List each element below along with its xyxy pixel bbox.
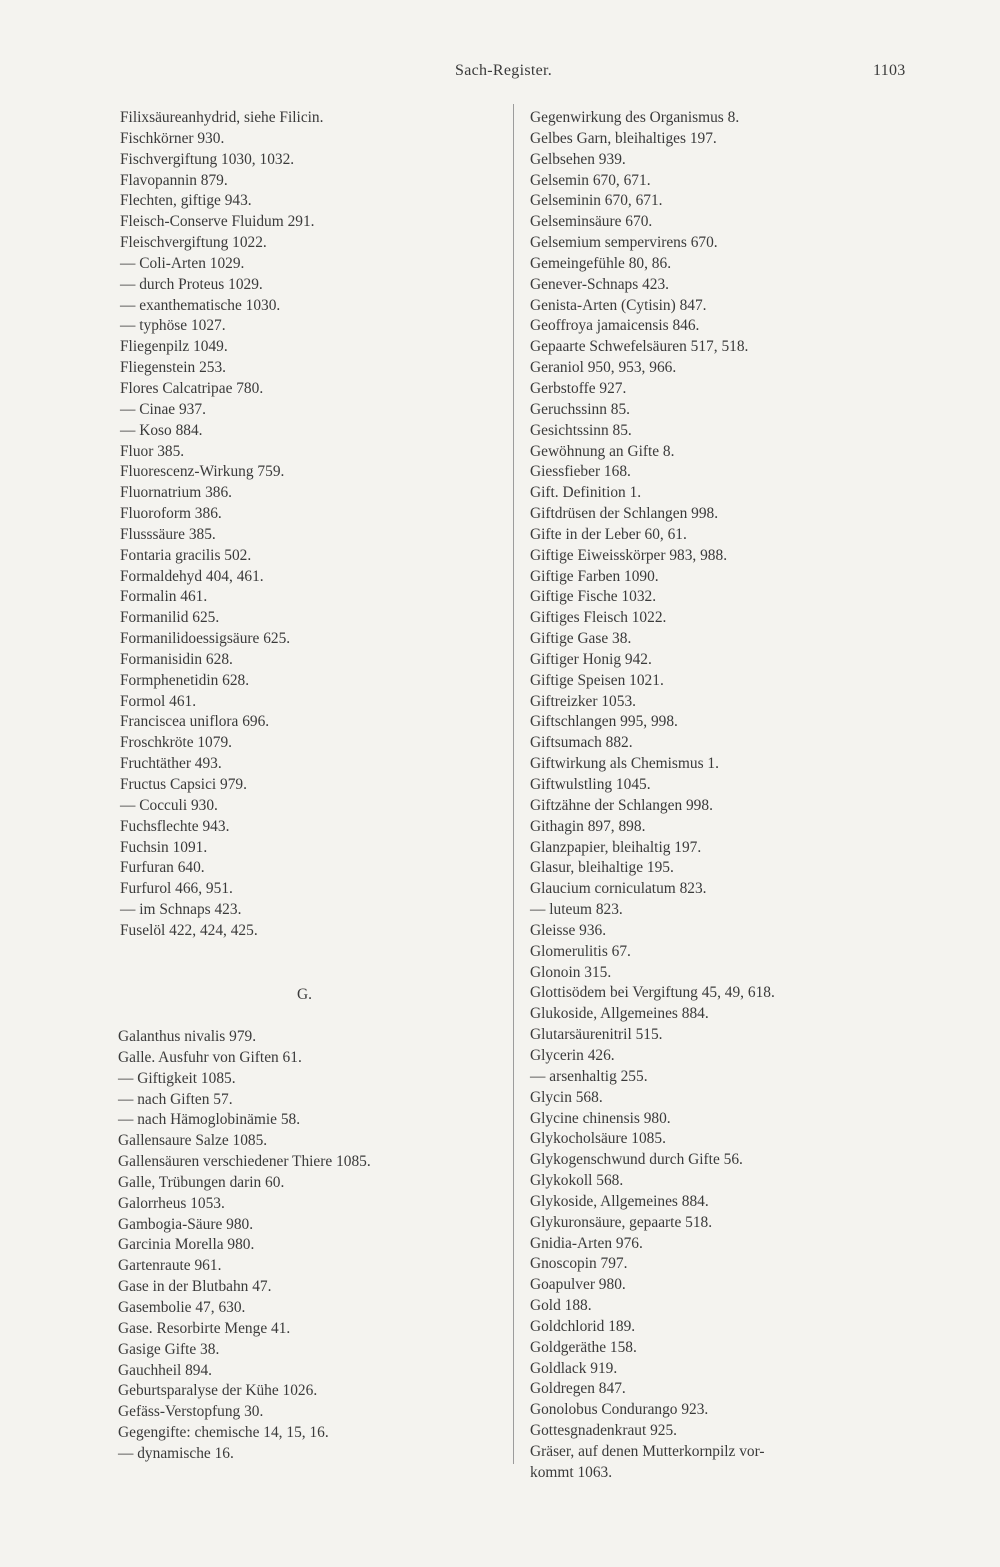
page-number: 1103 — [873, 62, 906, 79]
index-entry: Glykocholsäure 1085. — [530, 1130, 666, 1148]
index-entry: Galle. Ausfuhr von Giften 61. — [118, 1048, 302, 1066]
index-entry: — Cinae 937. — [120, 400, 206, 418]
index-entry: Gnoscopin 797. — [530, 1255, 628, 1273]
index-entry: Glasur, bleihaltige 195. — [530, 859, 674, 877]
index-entry: Flusssäure 385. — [120, 525, 216, 543]
index-entry: Gonolobus Condurango 923. — [530, 1401, 709, 1419]
index-entry: Fliegenstein 253. — [120, 359, 227, 377]
index-entry: Giftige Eiweisskörper 983, 988. — [530, 546, 728, 564]
index-entry: Gerbstoffe 927. — [530, 379, 627, 397]
index-entry: — im Schnaps 423. — [120, 901, 242, 919]
index-entry: Giftdrüsen der Schlangen 998. — [530, 505, 719, 523]
index-entry: Geraniol 950, 953, 966. — [530, 359, 677, 377]
index-entry: Formphenetidin 628. — [120, 671, 250, 689]
index-entry: Giftige Gase 38. — [530, 630, 632, 648]
index-entry: Gräser, auf denen Mutterkornpilz vor- — [530, 1443, 765, 1460]
index-entry: Genista-Arten (Cytisin) 847. — [530, 296, 707, 314]
index-entry: Glutarsäurenitril 515. — [530, 1026, 663, 1044]
index-entry: Flechten, giftige 943. — [120, 192, 252, 210]
index-entry: Glykuronsäure, gepaarte 518. — [530, 1213, 713, 1231]
index-entry: Giftiges Fleisch 1022. — [530, 609, 667, 627]
index-entry: Gegenwirkung des Organismus 8. — [530, 109, 740, 126]
index-entry: — Cocculi 930. — [120, 796, 218, 814]
index-entry: Glycin 568. — [530, 1088, 603, 1106]
index-entry: Fuchsflechte 943. — [120, 817, 230, 835]
index-entry: Gasige Gifte 38. — [118, 1340, 220, 1358]
index-entry: Formol 461. — [120, 692, 197, 710]
index-entry: Gnidia-Arten 976. — [530, 1234, 643, 1252]
section-letter-g: G. — [297, 986, 312, 1003]
index-entry: Geoffroya jamaicensis 846. — [530, 317, 700, 335]
index-entry: Gelbsehen 939. — [530, 150, 626, 168]
index-entry: Gold 188. — [530, 1297, 592, 1315]
index-entry: Glykokoll 568. — [530, 1172, 624, 1190]
index-entry: Gemeingefühle 80, 86. — [530, 254, 672, 272]
index-entry: Glottisödem bei Vergiftung 45, 49, 618. — [530, 984, 775, 1002]
page-title: Sach-Register. — [455, 62, 553, 79]
index-entry: Giftige Farben 1090. — [530, 567, 659, 585]
index-entry: Giftreizker 1053. — [530, 692, 636, 710]
index-entry: Goldchlorid 189. — [530, 1317, 636, 1335]
index-entry: Galorrheus 1053. — [118, 1194, 225, 1212]
index-entry: Fliegenpilz 1049. — [120, 338, 228, 356]
index-entry: Galle, Trübungen darin 60. — [118, 1173, 285, 1191]
index-entry: Gift. Definition 1. — [530, 484, 642, 502]
index-entry: Gelseminsäure 670. — [530, 213, 653, 231]
index-entry: — luteum 823. — [530, 901, 623, 919]
index-entry: Giftsumach 882. — [530, 734, 633, 752]
index-entry: Gasembolie 47, 630. — [118, 1298, 246, 1316]
index-column-left-g — [118, 1027, 371, 1465]
index-entry: Garcinia Morella 980. — [118, 1236, 255, 1254]
index-entry: Gepaarte Schwefelsäuren 517, 518. — [530, 338, 749, 356]
index-entry: — arsenhaltig 255. — [530, 1067, 648, 1085]
index-entry: Flavopannin 879. — [120, 171, 228, 189]
index-column-left-f — [120, 108, 323, 942]
index-entry: Fluor 385. — [120, 442, 185, 460]
index-entry: Glanzpapier, bleihaltig 197. — [530, 838, 702, 856]
index-entry: Glykoside, Allgemeines 884. — [530, 1192, 709, 1210]
index-entry: — dynamische 16. — [118, 1444, 234, 1462]
index-entry: Glukoside, Allgemeines 884. — [530, 1005, 709, 1023]
index-entry: Fruchtäther 493. — [120, 755, 222, 773]
index-entry: Glykogenschwund durch Gifte 56. — [530, 1151, 743, 1169]
index-entry: Glonoin 315. — [530, 963, 612, 981]
index-entry: Furfuran 640. — [120, 859, 205, 877]
index-entry: Fuchsin 1091. — [120, 838, 208, 856]
index-entry: Furfurol 466, 951. — [120, 880, 233, 898]
index-entry: Fleischvergiftung 1022. — [120, 234, 267, 252]
index-entry: Fischkörner 930. — [120, 129, 225, 147]
index-entry: Gauchheil 894. — [118, 1361, 213, 1379]
index-entry: Gartenraute 961. — [118, 1257, 222, 1275]
index-entry: — Koso 884. — [120, 421, 203, 439]
index-entry: Glomerulitis 67. — [530, 942, 631, 960]
index-entry: Giftige Fische 1032. — [530, 588, 657, 606]
index-entry: Franciscea uniflora 696. — [120, 713, 270, 731]
index-entry: Goldlack 919. — [530, 1359, 618, 1377]
index-column-right — [530, 108, 775, 1484]
index-entry: Glycerin 426. — [530, 1046, 615, 1064]
index-entry: Fluoroform 386. — [120, 505, 222, 523]
index-entry: — Giftigkeit 1085. — [118, 1069, 236, 1087]
index-entry: Gifte in der Leber 60, 61. — [530, 525, 687, 543]
index-entry: Fleisch-Conserve Fluidum 291. — [120, 213, 315, 231]
index-entry: Fontaria gracilis 502. — [120, 546, 252, 564]
index-entry: Gallensäuren verschiedener Thiere 1085. — [118, 1153, 371, 1171]
index-entry: Goapulver 980. — [530, 1276, 626, 1294]
index-entry: kommt 1063. — [530, 1463, 613, 1481]
index-entry: Gegengifte: chemische 14, 15, 16. — [118, 1424, 329, 1442]
index-entry: — exanthematische 1030. — [120, 296, 281, 314]
index-entry: Gambogia-Säure 980. — [118, 1215, 254, 1233]
index-entry: Gleisse 936. — [530, 921, 607, 939]
index-entry: Gelsemium sempervirens 670. — [530, 234, 718, 252]
index-entry: Formanisidin 628. — [120, 650, 233, 668]
index-entry: Gelbes Garn, bleihaltiges 197. — [530, 129, 717, 147]
index-entry: Fluorescenz-Wirkung 759. — [120, 463, 285, 481]
index-entry: Gesichtssinn 85. — [530, 421, 632, 439]
index-entry: Goldregen 847. — [530, 1380, 626, 1398]
column-divider — [513, 104, 514, 1464]
index-entry: Genever-Schnaps 423. — [530, 275, 670, 293]
index-entry: Giftwulstling 1045. — [530, 776, 651, 793]
index-entry: Gase. Resorbirte Menge 41. — [118, 1319, 291, 1337]
index-entry: Galanthus nivalis 979. — [118, 1028, 257, 1045]
index-entry: Fructus Capsici 979. — [120, 776, 247, 793]
index-entry: Gelsemin 670, 671. — [530, 171, 651, 189]
index-entry: Geburtsparalyse der Kühe 1026. — [118, 1382, 318, 1400]
index-entry: Glycine chinensis 980. — [530, 1109, 671, 1127]
index-entry: Formanilidoessigsäure 625. — [120, 630, 291, 648]
index-entry: Gase in der Blutbahn 47. — [118, 1278, 272, 1296]
index-entry: — nach Hämoglobinämie 58. — [118, 1111, 301, 1129]
index-entry: Gefäss-Verstopfung 30. — [118, 1403, 264, 1421]
index-entry: Fluornatrium 386. — [120, 484, 233, 502]
index-entry: Filixsäureanhydrid, siehe Filicin. — [120, 109, 324, 126]
index-entry: — typhöse 1027. — [120, 317, 226, 335]
index-entry: Glaucium corniculatum 823. — [530, 880, 707, 898]
index-entry: Gallensaure Salze 1085. — [118, 1132, 268, 1150]
index-entry: Giftiger Honig 942. — [530, 650, 652, 668]
index-entry: Flores Calcatripae 780. — [120, 379, 264, 397]
index-entry: Formanilid 625. — [120, 609, 220, 627]
index-entry: Giftschlangen 995, 998. — [530, 713, 678, 731]
index-entry: — nach Giften 57. — [118, 1090, 233, 1108]
index-entry: Formalin 461. — [120, 588, 208, 606]
index-entry: — Coli-Arten 1029. — [120, 254, 245, 272]
running-header — [0, 62, 1000, 86]
index-entry: Geruchssinn 85. — [530, 400, 631, 418]
index-entry: — durch Proteus 1029. — [120, 275, 263, 293]
index-entry: Goldgeräthe 158. — [530, 1338, 637, 1356]
index-entry: Gelseminin 670, 671. — [530, 192, 663, 210]
index-entry: Froschkröte 1079. — [120, 734, 232, 752]
index-entry: Giftzähne der Schlangen 998. — [530, 796, 713, 814]
index-entry: Giessfieber 168. — [530, 463, 631, 481]
index-entry: Giftige Speisen 1021. — [530, 671, 664, 689]
index-entry: Fuselöl 422, 424, 425. — [120, 921, 258, 939]
index-entry: Fischvergiftung 1030, 1032. — [120, 150, 295, 168]
index-entry: Gewöhnung an Gifte 8. — [530, 442, 675, 460]
index-entry: Gottesgnadenkraut 925. — [530, 1422, 678, 1440]
index-entry: Formaldehyd 404, 461. — [120, 567, 264, 585]
index-entry: Githagin 897, 898. — [530, 817, 646, 835]
index-entry: Giftwirkung als Chemismus 1. — [530, 755, 719, 773]
